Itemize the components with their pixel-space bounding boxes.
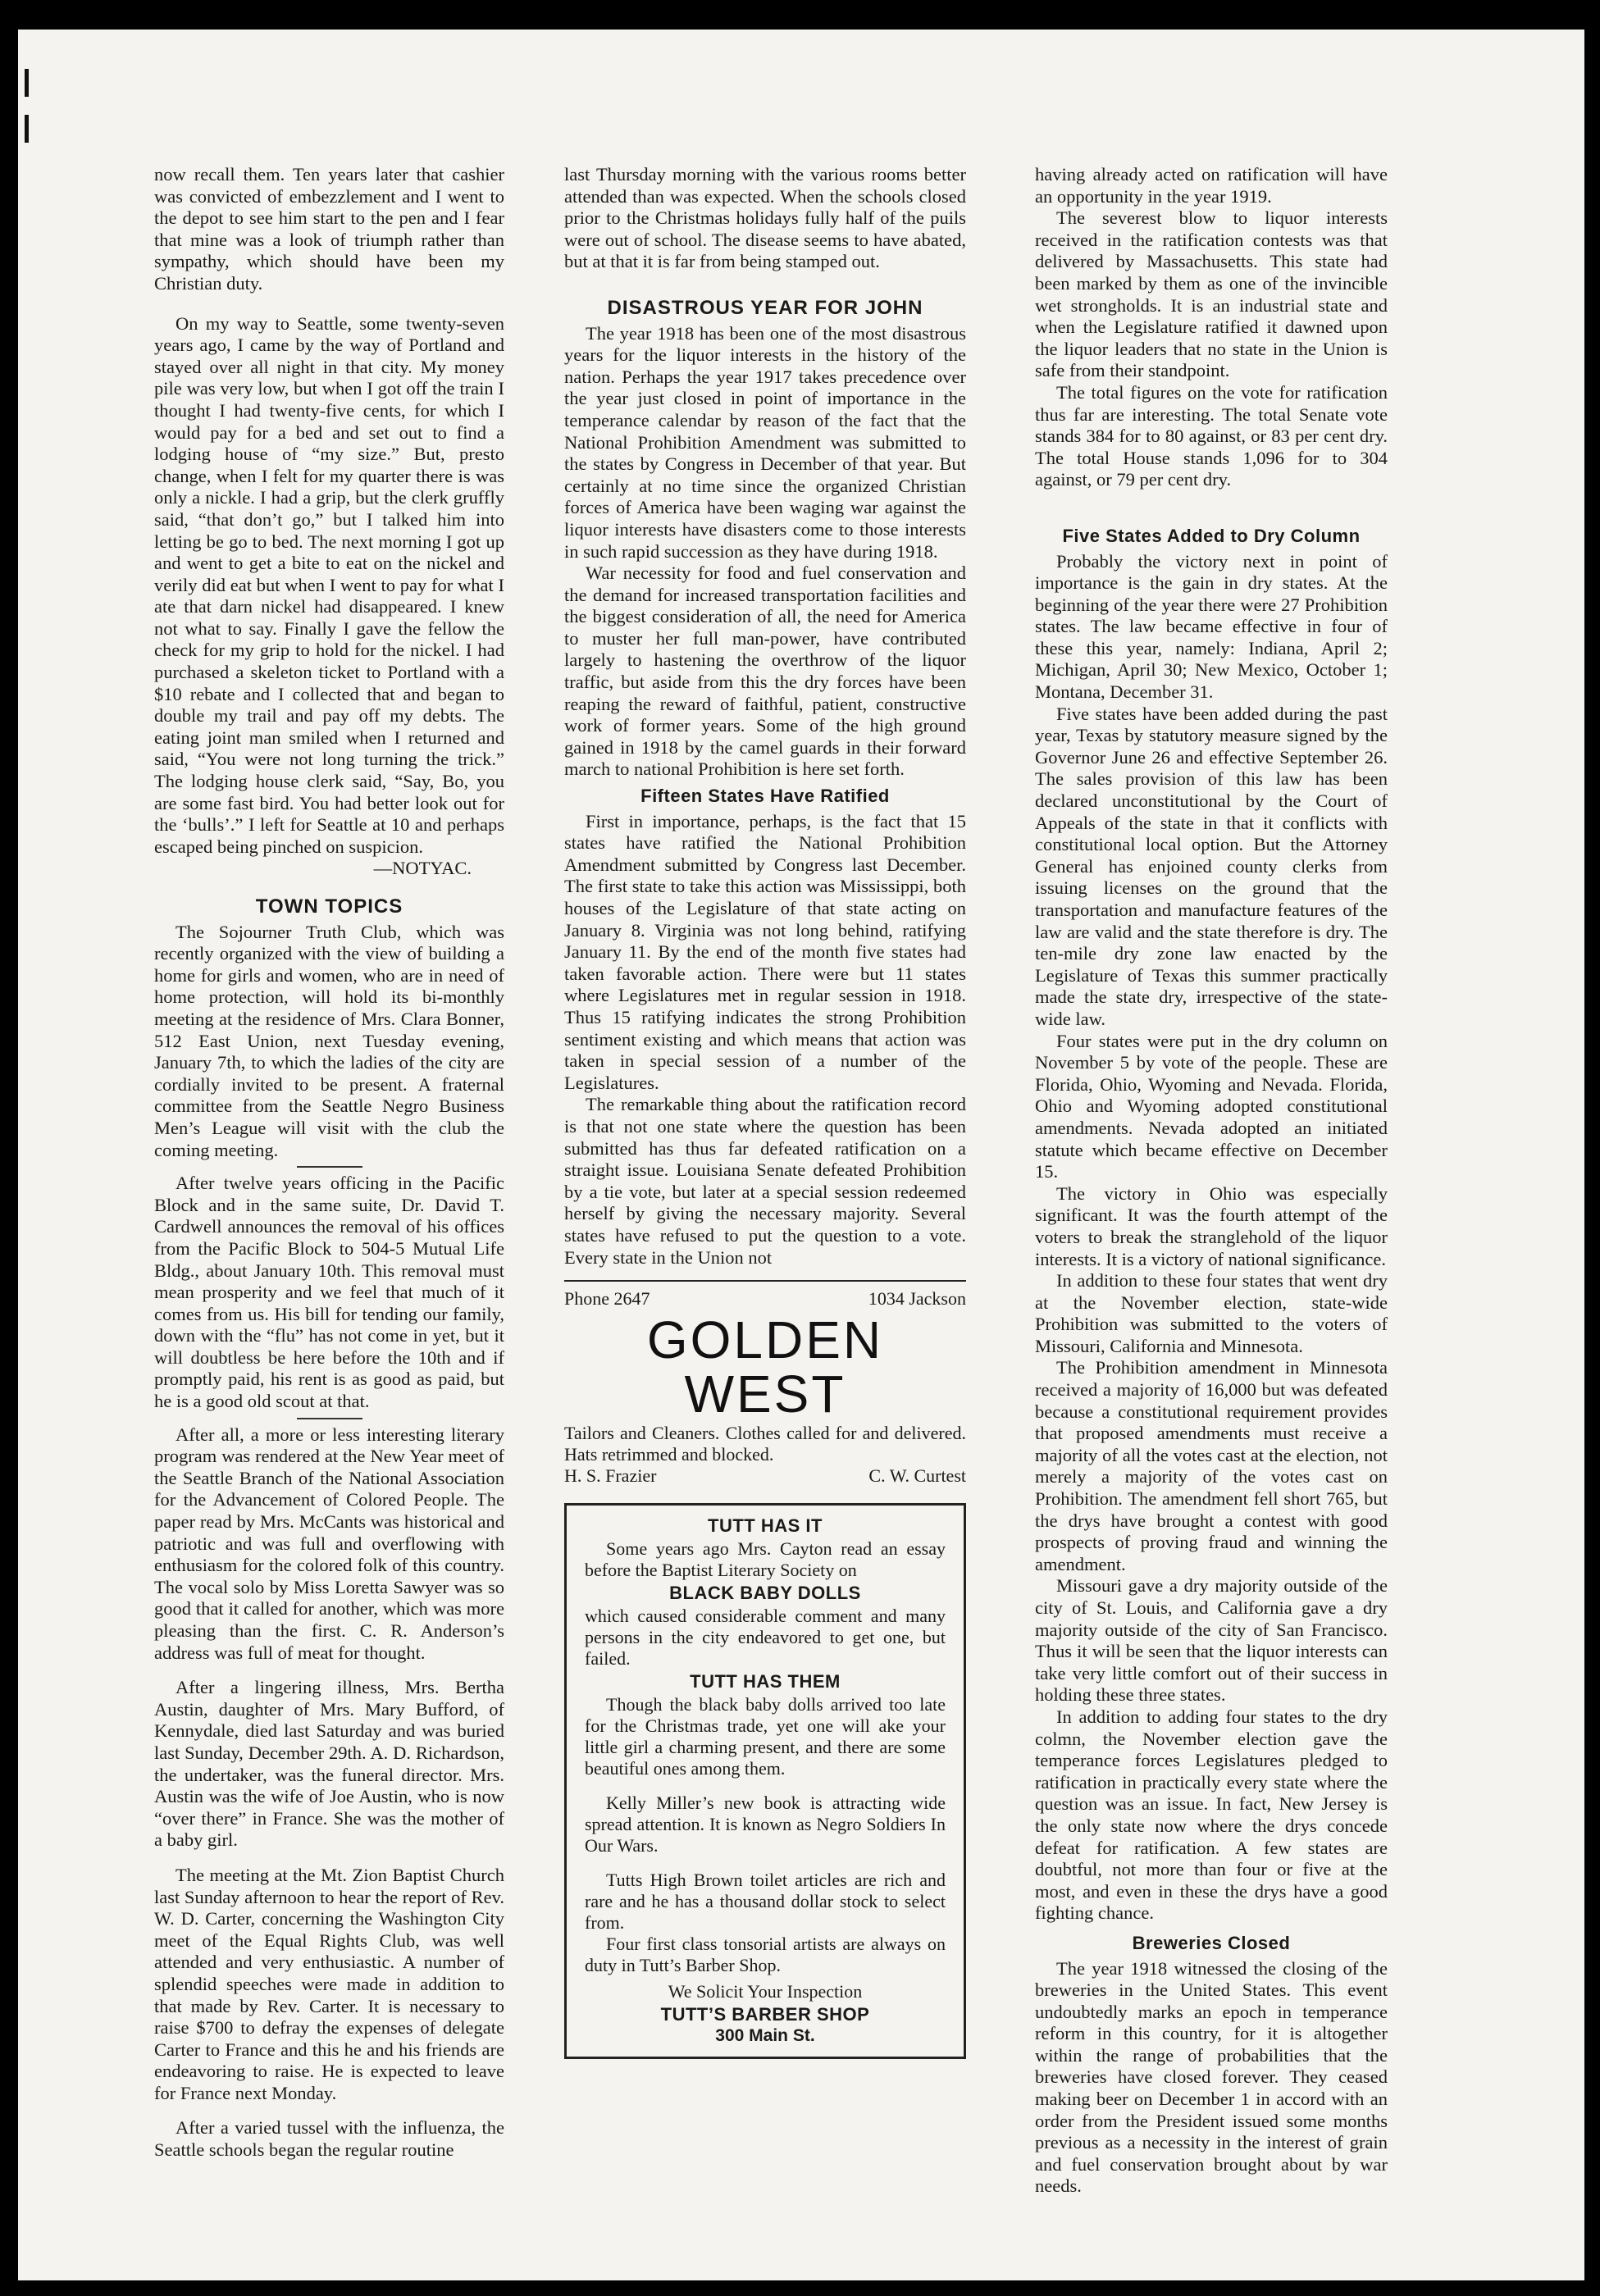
ad-text: which caused considerable comment and many persons in the city endeavored to get one, but failed. [585, 1606, 946, 1670]
left-margin-mark [25, 69, 29, 97]
ad-text: Some years ago Mrs. Cayton read an essay before the Baptist Literary Society on [585, 1538, 946, 1581]
article-paragraph: The victory in Ohio was especially significant. It was the fourth attempt of the voters to break the stranglehold of the liquor interests. It is a victory of national significance. [1035, 1182, 1388, 1269]
section-heading: DISASTROUS YEAR FOR JOHN [607, 296, 923, 319]
ad-shop-name: TUTT’S BARBER SHOP [660, 2004, 870, 2025]
ad-heading: BLACK BABY DOLLS [669, 1583, 861, 1604]
article-paragraph: The year 1918 has been one of the most disastrous years for the liquor interests in the history of the nation. Perhaps the year 1917 takes precedence over the year just closed in point of importance in the temperance calendar by reason of the fact that the National Prohibition Amendment was submitted to the states by Congress in December of that year. But certainly at no time since the organized Christian forces of America have been waging war against the liquor interests have disasters come to those interests in such rapid succession as they have during 1918. [564, 322, 966, 562]
ad-address: 1034 Jackson [868, 1288, 966, 1310]
ad-text: Four first class tonsorial artists are always on duty in Tutt’s Barber Shop. [585, 1934, 946, 1976]
news-item: After twelve years officing in the Pacific Block and in the same suite, Dr. David T. Cardwell announces the removal of his offices from the Pacific Block to 504-5 Mutual Life Bldg., about January 10th. This removal must mean prosperity and we feel that much of it comes from us. His bill for tending our family, down with the “flu” has not come in yet, but it will doubtless be here before the 10th and if promptly paid, his rent is as good as paid, but he is a good old scout at that. [154, 1173, 504, 1412]
article-paragraph: The Prohibition amendment in Minnesota received a majority of 16,000 but was defeated because a constitutional requirement provides that proposed amendments must receive a majority of all the votes cast at the election, not merely a majority of the votes cast on Prohibition. The amendment fell short 765, but the drys have brought a contest with good prospects of proving fraud and winning the amendment. [1035, 1357, 1388, 1574]
ad-tagline: We Solicit Your Inspection [668, 1981, 863, 2002]
column-right [1035, 164, 1388, 2198]
article-paragraph: First in importance, perhaps, is the fact that 15 states have ratified the National Prohibition Amendment submitted by Congress last December. The first state to take this action was Mississippi, both houses of the Legislature of that state acting on January 8. Virginia was not long behind, ratifying January 11. By the end of the month five states had taken favorable action. There were but 11 states where Legislatures met in regular session in 1918. Thus 15 ratifying indicates the strong Prohibition sentiment existing and which means that action was taken in special session of a number of the Legislatures. [564, 810, 966, 1093]
news-item: After all, a more or less interesting literary program was rendered at the New Year meet of the Seattle Branch of the National Association for the Advancement of Colored People. The paper read by Mrs. McCants was historical and patriotic and was full and overflowing with enthusiasm for the colored folk of this country. The vocal solo by Miss Loretta Sawyer was so good that it called for another, which was more pleasing than the first. C. R. Anderson’s address was full of meat for thought. [154, 1424, 504, 1663]
article-paragraph: The year 1918 witnessed the closing of the breweries in the United States. This event undoubtedly marks an epoch in temperance reform in this country, for it is altogether within the range of probabilities that the breweries have closed forever. They ceased making beer on December 1 in accord with an order from the President issued some months previous as a necessity in the interest of grain and fuel conservation brought about by war needs. [1035, 1957, 1388, 2197]
article-paragraph: last Thursday morning with the various rooms better attended than was expected. When the schools closed prior to the Christmas holidays fully half of the puils were out of school. The disease seems to have abated, but at that it is far from being stamped out. [564, 164, 966, 272]
ad-text: Tutts High Brown toilet articles are rich and rare and he has a thousand dollar stock to select from. [585, 1870, 946, 1934]
news-item: After a varied tussel with the influenza, the Seattle schools began the regular routine [154, 2117, 504, 2161]
column-left [154, 164, 504, 2162]
column-middle [564, 164, 966, 2059]
news-item: The meeting at the Mt. Zion Baptist Church last Sunday afternoon to hear the report of Rev. W. D. Carter, concerning the Washington City meet of the Equal Rights Club, was well attended and very enthusiastic. A number of splendid speeches were made in addition to that made by Rev. Carter. It is necessary to raise $700 to defray the expenses of delegate Carter to France and this he and his friends are endeavoring to raise. He is expected to leave for France next Monday. [154, 1864, 504, 2103]
ad-phone: Phone 2647 [564, 1288, 650, 1310]
subheading: Fifteen States Have Ratified [640, 786, 890, 807]
article-paragraph: The severest blow to liquor interests received in the ratification contests was that delivered by Massachusetts. This state had been marked by them as one of the invincible wet strongholds. It is an industrial state and when the Legislature ratified it dawned upon the liquor leaders that no state in the Union is safe from their standpoint. [1035, 207, 1388, 381]
article-paragraph: In addition to adding four states to the dry colmn, the November election gave the temperance forces Legislatures pledged to ratification in practically every state where the question was an issue. In fact, New Jersey is the only state now where the drys concede defeat for ratification. A few states are doubtful, not more than four or five at the most, and even in these the drys have a good fighting chance. [1035, 1706, 1388, 1924]
news-item: After a lingering illness, Mrs. Bertha Austin, daughter of Mrs. Mary Bufford, of Kennydale, died last Saturday and was buried last Sunday, December 29th. A. D. Richardson, the undertaker, was the funeral director. Mrs. Austin was the wife of Joe Austin, who is now “over there” in France. She was the mother of a baby girl. [154, 1677, 504, 1851]
ad-proprietor: C. W. Curtest [868, 1465, 966, 1487]
article-paragraph: having already acted on ratification will have an opportunity in the year 1919. [1035, 164, 1388, 207]
article-paragraph: Missouri gave a dry majority outside of the city of St. Louis, and California gave a dry majority outside of the city of San Francisco. Thus it will be seen that the liquor interests can take very little comfort out of their success in holding these three states. [1035, 1575, 1388, 1706]
article-paragraph: Probably the victory next in point of importance is the gain in dry states. At the beginning of the year there were 27 Prohibition states. The law became effective in four of these this year, namely: Indiana, April 2; Michigan, April 30; New Mexico, October 1; Montana, December 31. [1035, 550, 1388, 703]
ad-brand-name: GOLDEN WEST [646, 1310, 884, 1424]
section-heading: TOWN TOPICS [255, 895, 403, 918]
left-margin-mark [25, 115, 29, 143]
author-signature: —NOTYAC. [373, 858, 472, 879]
ad-text: Tailors and Cleaners. Clothes called for and delivered. Hats retrimmed and blocked. [564, 1423, 966, 1465]
article-paragraph: Four states were put in the dry column on November 5 by vote of the people. These are Florida, Ohio, Wyoming and Nevada. Florida, Ohio and Wyoming adopted constitutional amendments. Nevada adopted an initiated statute which became effective on December 15. [1035, 1030, 1388, 1182]
ad-text: Kelly Miller’s new book is attracting wide spread attention. It is known as Negro Soldiers In Our Wars. [585, 1793, 946, 1856]
article-paragraph: In addition to these four states that went dry at the November election, state-wide Prohibition was submitted to the voters of Missouri, California and Minnesota. [1035, 1270, 1388, 1356]
article-paragraph: War necessity for food and fuel conservation and the demand for increased transportation facilities and the biggest consideration of all, the need for America to muster her full man-power, have contributed largely to hastening the overthrow of the liquor traffic, but aside from this the dry forces have been reaping the reward of faithful, patient, constructive work of former years. Some of the high ground gained in 1918 by the camel guards in their forward march to national Prohibition is here set forth. [564, 563, 966, 780]
divider [297, 1166, 362, 1168]
article-paragraph: The total figures on the vote for ratification thus far are interesting. The total Senate vote stands 384 for to 80 against, or 83 per cent dry. The total House stands 1,096 for to 304 against, or 79 per cent dry. [1035, 381, 1388, 490]
golden-west-advertisement [564, 1280, 966, 1487]
ad-heading: TUTT HAS IT [708, 1515, 823, 1537]
ad-heading: TUTT HAS THEM [690, 1671, 841, 1692]
article-paragraph: On my way to Seattle, some twenty-seven years ago, I came by the way of Portland and stayed over all night in that city. My money pile was very low, but when I got off the train I thought I had twenty-five cents, for which I would pay for a bed and set out to find a lodging house of “my size.” But, presto change, when I felt for my quarter there is was only a nickle. I had a grip, but the clerk gruffly said, “that don’t go,” but I talked him into letting be go to bed. The next morning I got up and went to get a bite to eat on the nickel and verily did eat but when I went to pay for what I ate that darn nickel had disappeared. I knew not what to say. Finally I gave the fellow the check for my grip to hold for the nickel. I had purchased a skeleton ticket to Portland with a $10 rebate and I collected that and began to double my trail and pay off my debts. The eating joint man smiled when I returned and said, “You were not long turning the trick.” The lodging house clerk said, “Say, Bo, you are some fast bird. You had better look out for the ‘bulls’.” I left for Seattle at 10 and perhaps escaped being pinched on suspicion. [154, 312, 504, 857]
article-paragraph: now recall them. Ten years later that cashier was convicted of embezzlement and I went to the depot to see him start to the pen and I fear that mine was a look of triumph rather than sympathy, which should have been my Christian duty. [154, 164, 504, 294]
subheading: Breweries Closed [1132, 1932, 1291, 1953]
ad-shop-address: 300 Main St. [715, 2026, 815, 2046]
article-paragraph: The remarkable thing about the ratification record is that not one state where the question has been submitted has thus far defeated ratification on a straight issue. Louisiana Senate defeated Prohibition by a tie vote, but later at a special session redeemed herself by giving the necessary majority. Several states have refused to put the question to a vote. Every state in the Union not [564, 1094, 966, 1268]
news-item: The Sojourner Truth Club, which was recently organized with the view of building a home for girls and women, who are in need of home protection, will hold its bi-monthly meeting at the residence of Mrs. Clara Bonner, 512 East Union, next Tuesday evening, January 7th, to which the ladies of the city are cordially invited to be present. A fraternal committee from the Seattle Negro Business Men’s League will visit with the club the coming meeting. [154, 921, 504, 1160]
subheading: Five States Added to Dry Column [1062, 525, 1361, 546]
divider [297, 1418, 362, 1419]
ad-text: Though the black baby dolls arrived too late for the Christmas trade, yet one will ake your little girl a charming present, and there are some beautiful ones among them. [585, 1694, 946, 1779]
ad-proprietor: H. S. Frazier [564, 1465, 657, 1487]
tutt-barber-shop-advertisement [564, 1503, 966, 2059]
article-paragraph: Five states have been added during the past year, Texas by statutory measure signed by the Governor June 26 and effective September 26. The sales provision of this law has been declared unconstitutional by the Court of Appeals of the state in that it conflicts with constitutional local option. But the Attorney General has enjoined county clerks from issuing licenses on the ground that the transportation and manufacture features of the law are valid and the state therefore is dry. The ten-mile dry zone law enacted by the Legislature of Texas this summer practically made the state dry, irrespective of the state-wide law. [1035, 703, 1388, 1029]
